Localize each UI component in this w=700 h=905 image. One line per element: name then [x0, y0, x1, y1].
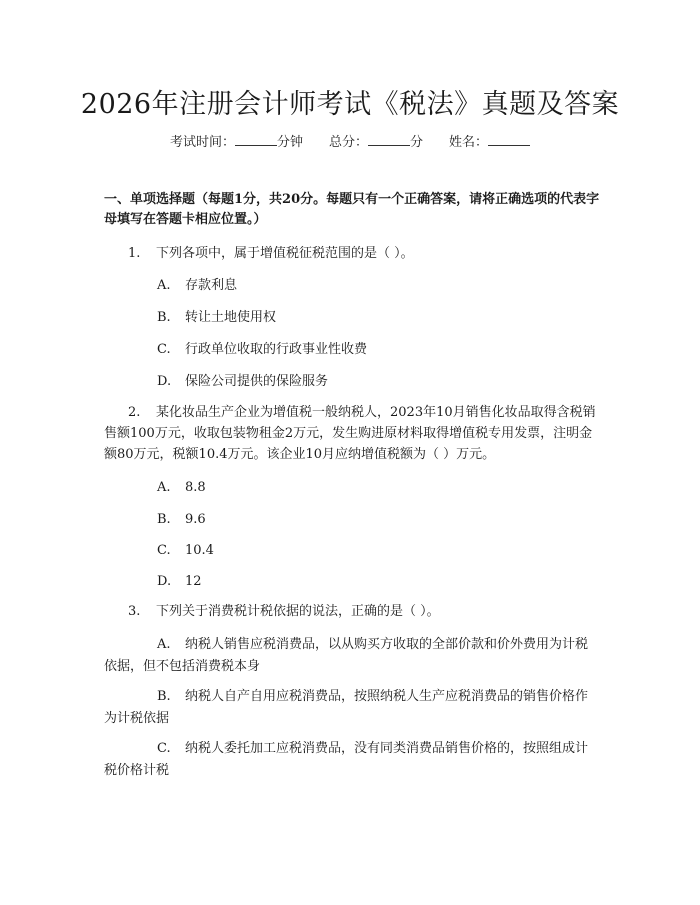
score-label: 总分： — [328, 135, 368, 150]
section-heading: 一、单项选择题（每题1分，共20分。每题只有一个正确答案，请将正确选项的代表字母填写在答题卡相应位置。） — [104, 192, 600, 227]
option-text: 纳税人销售应税消费品，以从购买方收取的全部价款和价外费用为计税依据，但不包括消费税本身 — [104, 637, 589, 674]
option-letter: B. — [157, 689, 171, 704]
option-letter: C. — [157, 342, 171, 357]
option-text: 9.6 — [185, 512, 206, 527]
option-text: 纳税人委托加工应税消费品，没有同类消费品销售价格的，按照组成计税价格计税 — [104, 741, 589, 778]
option-3a — [104, 634, 600, 678]
exam-meta — [0, 131, 700, 150]
question-number: 3. — [128, 604, 141, 619]
option-text: 行政单位收取的行政事业性收费 — [185, 342, 368, 357]
question-2 — [104, 402, 600, 465]
question-stem: 下列关于消费税计税依据的说法，正确的是（ ）。 — [156, 604, 440, 619]
time-blank — [235, 133, 277, 146]
option-3c — [104, 738, 600, 782]
option-text: 纳税人自产自用应税消费品，按照纳税人生产应税消费品的销售价格作为计税依据 — [104, 689, 589, 726]
question-1 — [104, 243, 600, 265]
time-label: 考试时间： — [169, 135, 235, 150]
option-text: 存款利息 — [185, 278, 238, 293]
time-unit: 分钟 — [276, 135, 303, 150]
name-blank — [488, 133, 530, 146]
option-2a — [157, 478, 600, 498]
score-unit: 分 — [410, 135, 424, 150]
option-text: 12 — [185, 574, 202, 589]
option-letter: A. — [157, 480, 171, 495]
option-letter: A. — [157, 637, 171, 652]
option-text: 8.8 — [185, 480, 206, 495]
option-text: 保险公司提供的保险服务 — [185, 374, 329, 389]
option-1a — [157, 276, 600, 296]
option-letter: C. — [157, 741, 171, 756]
option-letter: D. — [157, 574, 172, 589]
question-stem: 某化妆品生产企业为增值税一般纳税人，2023年10月销售化妆品取得含税销售额100万元，收取包装物租金2万元，发生购进原材料取得增值税专用发票，注明金额80万元，税额10.4万元。该企业10月应纳增值税额为（ ）万元。 — [104, 405, 596, 462]
option-2d — [157, 572, 600, 592]
option-letter: B. — [157, 512, 171, 527]
question-number: 1. — [128, 246, 141, 261]
option-letter: A. — [157, 278, 171, 293]
option-2c — [157, 541, 600, 561]
option-text: 转让土地使用权 — [185, 310, 277, 325]
page-title: 2026年注册会计师考试《税法》真题及答案 — [80, 89, 620, 120]
option-1b — [157, 308, 600, 328]
option-letter: B. — [157, 310, 171, 325]
option-1c — [157, 340, 600, 360]
option-text: 10.4 — [185, 543, 214, 558]
question-stem: 下列各项中，属于增值税征税范围的是（ ）。 — [156, 246, 414, 261]
question-3 — [104, 601, 600, 623]
question-number: 2. — [128, 405, 141, 420]
name-label: 姓名： — [449, 135, 489, 150]
option-2b — [157, 510, 600, 530]
option-letter: C. — [157, 543, 171, 558]
option-3b — [104, 686, 600, 730]
option-1d — [157, 372, 600, 392]
option-letter: D. — [157, 374, 172, 389]
score-blank — [368, 133, 410, 146]
